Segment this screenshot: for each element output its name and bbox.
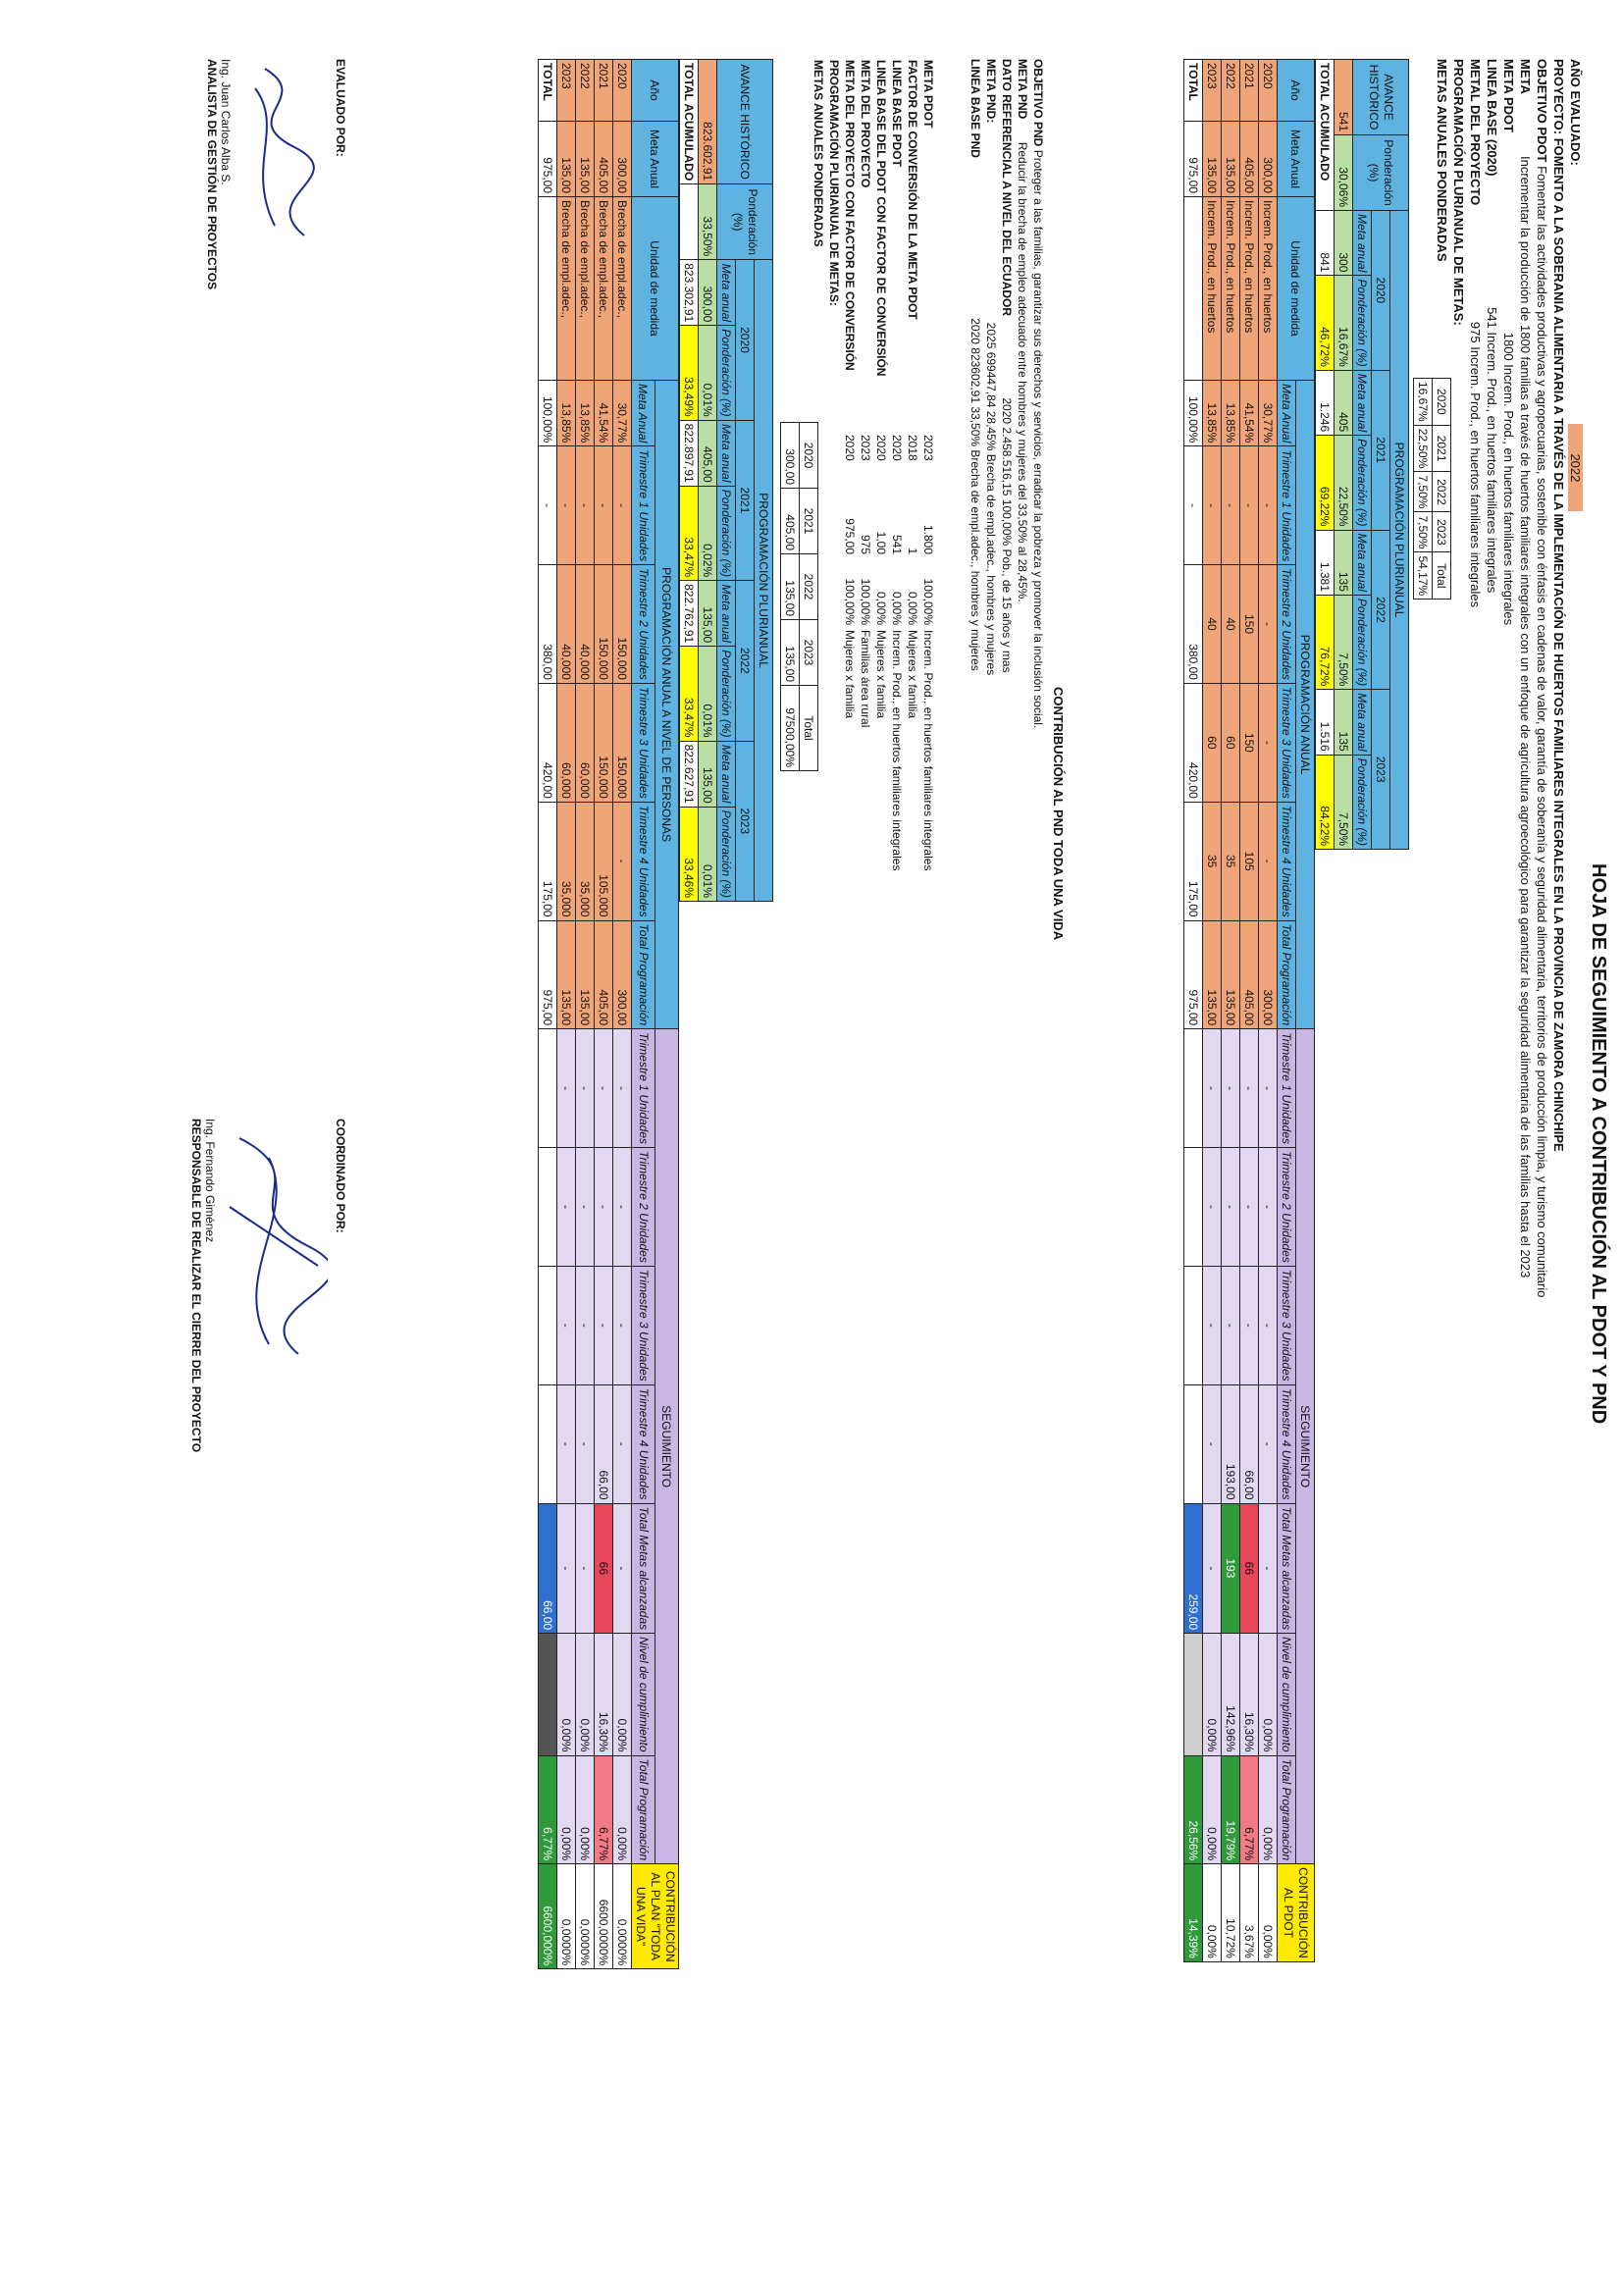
pnd-line: META PND: 2025 699447,84 28,45% Brecha de empl.adec., hombres y mujeres xyxy=(984,59,998,676)
header-line-objective: OBJETIVO PDOT Fomentar las actividades productivas y agropecuarias, sostenible con énfasis en cadenas de valor, garantía de soberanía y seguridad alimentaria, territorios de producción limpia, y turismo comunitario xyxy=(1535,59,1549,1298)
table-row: 2021 405,00 Increm. Prod., en huertos 41,54% - 150 150 105 405,00 - - - 66,00 66 16,30% 6,77% 3,67% xyxy=(1240,60,1259,1962)
header-line-meta-pdot: META PDOT 1800 Increm. Prod., en huertos familiares integrales xyxy=(1501,59,1516,626)
year-evaluated: 2022 xyxy=(1568,424,1583,511)
plurianual-table-2: 2020 2021 2022 2023 Total 300,00 405,00 135,00 135,00 97500,00% xyxy=(780,422,818,771)
signature-scribble-icon xyxy=(236,59,324,255)
signature-coordinado: COORDINADO POR: Ing. Fernando Giménez RESPONSABLE DE REALIZAR EL CIERRE DEL PROYECTO xyxy=(189,1119,347,1453)
header-line-meta: META Incrementar la producción de 1800 familias a través de huertos familiares integrales con un enfoque de agricultura agroecológico para garantizar la seguridad alimentaria de las familias hasta el 2023 xyxy=(1518,59,1533,1278)
pnd-line: LINEA BASE PND 2020 823602,91 33,50% Brecha de empl.adec., hombres y mujeres xyxy=(969,59,982,671)
signature-evaluado: EVALUADO POR: Ing. Juan Carlos Alba S. ANALISTA DE GESTIÓN DE PROYECTOS xyxy=(205,59,347,290)
pnd-line: META PND Reducir la brecha de empleo adecuado entre hombres y mujeres del 33,50% al 28,45%. xyxy=(1016,59,1029,602)
document-title: HOJA DE SEGUIMIENTO A CONTRIBUCIÓN AL PDOT Y PND xyxy=(1588,863,1609,1425)
header-line-meta-proyecto: METAL DEL PROYECTO 975 Increm. Prod., en huertos familiares integrales xyxy=(1468,59,1483,608)
table-2-wrapper xyxy=(538,59,773,1969)
table-row: 2023 135,00 Increm. Prod., en huertos 13,85% - 40 60 35 135,00 - - - - - 0,00% 0,00% 0,00% xyxy=(1203,60,1222,1962)
pnd-block xyxy=(968,59,1046,1040)
table-row: 2022 135,00 Brecha de empl.adec., 13,85% - 40,000 60,000 35,000 135,00 - - - - - 0,00% 0,00% 0,0000% xyxy=(576,60,595,1969)
table-total-row: TOTAL 975,00 100,00% - 380,00 420,00 175,00 975,00 259,00 26,56% 14,39% xyxy=(1184,60,1203,1962)
table-row: 2021 405,00 Brecha de empl.adec., 41,54% - 150,000 150,000 105,000 405,00 - - - 66,00 66 16,30% 6,77% 6600,0000% xyxy=(595,60,613,1969)
header-line-ponderadas: METAS ANUALES PONDERADAS xyxy=(1435,59,1449,262)
table-row: 2020 300,00 Increm. Prod., en huertos 30,77% - - - - 300,00 - - - - - 0,00% 0,00% 0,00% xyxy=(1259,60,1278,1962)
pnd-section-title: CONTRIBUCIÓN AL PND TODA UNA VIDA xyxy=(1051,687,1066,941)
table-pnd: AVANCE HISTÓRICO Ponderación (%) PROGRAMACIÓN PLURIANUAL 2020 2021 2022 2023 Meta anual Ponderación (%) Meta anual Ponderación (%) Meta anual Ponderación (%) Meta anual Ponderación (%) 823.602,91 33,50% 300,00 0,01% 405,00 0,02% 135,00 0,01% 135,00 0,01% TOTAL ACUMULADO 823.302,91 33,49% 822.897,91 33,47% 822.762,91 33,47% 822.627,91 33,46% xyxy=(679,59,773,902)
pnd-line: DATO REFERENCIAL A NIVEL DEL ECUADOR 2020 2.458.516,15 100,00% Pob., de 15 años y mas xyxy=(1000,59,1014,673)
plurianual-table-1: 2020 2021 2022 2023 Total 16,67% 22,50% 7,50% 7,50% 54,17% xyxy=(1413,378,1451,600)
header-line-project: PROYECTO: FOMENTO A LA SOBERANIA ALIMENTARIA A TRAVÉS DE LA IMPLEMENTACIÓN DE HUERTOS FAMILIARES INTEGRALES EN LA PROVINCIA DE ZAMORA CHINCHIPE xyxy=(1551,59,1566,1152)
pnd-line: OBJETIVO PND Proteger a las familias, garantizar sus derechos y servicios, erradicar la pobreza y promover la inclusión social. xyxy=(1031,59,1045,729)
table-row: 2023 135,00 Brecha de empl.adec., 13,85% - 40,000 60,000 35,000 135,00 - - - - - 0,00% 0,00% 0,0000% xyxy=(557,60,576,1969)
table-pnd-detail: Año Meta Anual Unidad de medida PROGRAMACIÓN ANUAL A NIVEL DE PERSONAS SEGUIMIENTO CONTRIBUCIÓN AL PLAN "TODA UNA VIDA" Meta Anual Trimestre 1 Unidades Trimestre 2 Unidades Trimestre 3 Unidades Trimestre 4 Unidades Total Programación Trimestre 1 Unidades Trimestre 2 Unidades Trimestre 3 Unidades Trimestre 4 Unidades Total Metas alcanzadas Nivel de cumplimiento Total Programación 2020 300,00 Brecha de empl.adec., 30,77% - 150,000 150,000 - 300,00 - - - - - 0,00% 0,00% 0,0000% 2021 405,00 Brecha de empl.adec., 41,54% - 150,000 150,000 105,000 405,00 - - - 66,00 66 16,30% 6,77% 6600,0000% 2022 135,00 Brecha de empl.adec., 13,85% - 40,000 60,000 35,000 135,00 - - - - - 0,00% 0,00% 0,0000% 2023 135,00 Brecha de empl.adec., 13,85% - 40,000 60,000 35,000 135,00 - - - - - 0,00% 0,00% 0,0000% TOTAL 975,00 100,00% - 380,00 420,00 175,00 975,00 66,00 6,77% 6600,000% xyxy=(538,59,679,1969)
table-1-wrapper xyxy=(1183,59,1409,1962)
table-row: 2022 135,00 Increm. Prod., en huertos 13,85% - 40 60 35 135,00 - - - 193,00 193 142,96% 19,79% 10,72% xyxy=(1222,60,1240,1962)
table-pdot: AVANCE HISTÓRICO Ponderación (%) PROGRAMACIÓN PLURIANUAL 2020 2021 2022 2023 Meta anual Ponderación (%) Meta anual Ponderación (%) Meta anual Ponderación (%) Meta anual Ponderación (%) 541 30,06% 300 16,67% 405 22,50% 135 7,50% 135 7,50% TOTAL ACUMULADO 841 46,72% 1.246 69,22% 1.381 76,72% 1.516 84,22% xyxy=(1315,59,1409,850)
pnd-meta-list: META PDOT 2023 1.800 100,00% Increm. Prod., en huertos familiares integrales FACTOR DE CONVERSIÓN DE LA META PDOT 2018 1 0,00% Mujeres x familia LINEA BASE PDOT 2020 541 0,00% Increm. Prod., en huertos familiares integrales LINEA BASE DEL PDOT CON FACTOR DE CONVERSIÓN 2020 1,00 0,00% Mujeres x familia META DEL PROYECTO 2023 975 100,00% Familias área rural META DEL PROYECTO CON FACTOR DE CONVERSIÓN 2020 975,00 100,00% Mujeres x familia PROGRAMACIÓN PLURIANUAL DE METAS: METAS ANUALES PONDERADAS xyxy=(812,60,935,871)
header-block xyxy=(1434,59,1584,1413)
table-row: 2020 300,00 Brecha de empl.adec., 30,77% - 150,000 150,000 - 300,00 - - - - - 0,00% 0,00% 0,0000% xyxy=(613,60,632,1969)
header-line-plurianual: PROGRAMACIÓN PLURIANUAL DE METAS: xyxy=(1451,59,1466,326)
signature-scribble-icon xyxy=(220,1119,328,1374)
table-pdot-detail: Año Meta Anual Unidad de medida PROGRAMACIÓN ANUAL SEGUIMIENTO CONTRIBUCIÓN AL PDOT Meta Anual Trimestre 1 Unidades Trimestre 2 Unidades Trimestre 3 Unidades Trimestre 4 Unidades Total Programación Trimestre 1 Unidades Trimestre 2 Unidades Trimestre 3 Unidades Trimestre 4 Unidades Total Metas alcanzadas Nivel de cumplimiento Total Programación 2020 300,00 Increm. Prod., en huertos 30,77% - - - - 300,00 - - - - - 0,00% 0,00% 0,00% 2021 405,00 Increm. Prod., en huertos 41,54% - 150 150 105 405,00 - - - 66,00 66 16,30% 6,77% 3,67% 2022 135,00 Increm. Prod., en huertos 13,85% - 40 60 35 135,00 - - - 193,00 193 142,96% 19,79% 10,72% 2023 135,00 Increm. Prod., en huertos 13,85% - 40 60 35 135,00 - - - - - 0,00% 0,00% 0,00% TOTAL 975,00 100,00% - 380,00 420,00 175,00 975,00 259,00 26,56% 14,39% xyxy=(1183,59,1315,1962)
table-total-row: TOTAL 975,00 100,00% - 380,00 420,00 175,00 975,00 66,00 6,77% 6600,000% xyxy=(539,60,557,1969)
header-line-year: AÑO EVALUADO: 2022 xyxy=(1567,59,1584,1413)
header-line-linea-base: LINEA BASE (2020) 541 Increm. Prod., en huertos familiares integrales xyxy=(1485,59,1499,594)
